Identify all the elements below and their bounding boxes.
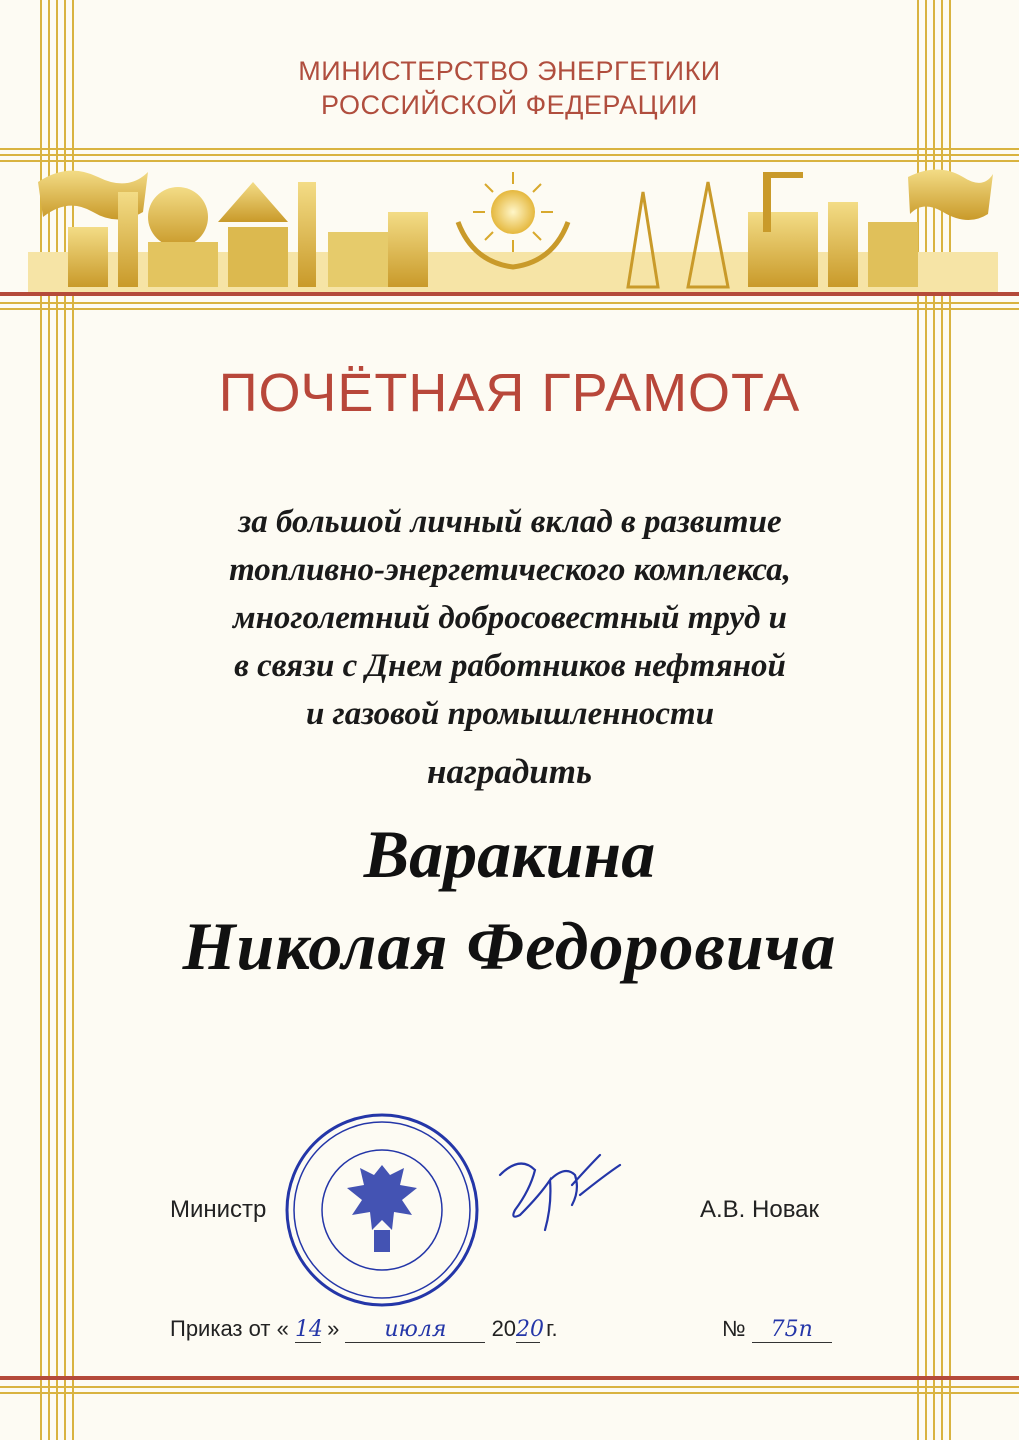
reason-line: в связи с Днем работников нефтяной	[234, 648, 786, 684]
order-quote-close: »	[327, 1316, 340, 1341]
recipient-surname: Варакина	[363, 816, 656, 892]
order-number-label: №	[722, 1316, 746, 1341]
certificate-title: ПОЧЁТНАЯ ГРАМОТА	[218, 363, 801, 423]
handwritten-signature	[480, 1135, 630, 1245]
official-seal-stamp	[282, 1110, 482, 1310]
order-day: 14	[294, 1317, 323, 1342]
ministry-name-line1: МИНИСТЕРСТВО ЭНЕРГЕТИКИ	[298, 56, 721, 86]
bottom-border-stripes	[0, 1376, 1019, 1402]
order-year-suffix: 20	[516, 1317, 545, 1342]
reason-line: за большой личный вклад в развитие	[238, 504, 782, 540]
industrial-banner-illustration	[28, 152, 998, 297]
reason-line: и газовой промышленности	[305, 696, 715, 732]
signatory-position: Министр	[170, 1196, 267, 1223]
banner-bottom-stripes	[0, 292, 1019, 318]
ministry-name-line2: РОССИЙСКОЙ ФЕДЕРАЦИИ	[321, 90, 698, 120]
award-verb: наградить	[427, 752, 592, 791]
award-reason	[120, 498, 900, 738]
order-number-block	[722, 1316, 832, 1343]
order-prefix: Приказ от «	[170, 1316, 289, 1341]
order-month: июля	[345, 1317, 485, 1343]
order-year-end: г.	[546, 1316, 558, 1341]
order-number: 75п	[752, 1317, 832, 1343]
recipient-given-names: Николая Федоровича	[182, 908, 837, 984]
signatory-name: А.В. Новак	[700, 1196, 820, 1223]
reason-line: топливно-энергетического комплекса,	[229, 552, 791, 588]
order-reference	[170, 1316, 558, 1343]
order-year-prefix: 20	[491, 1316, 517, 1341]
reason-line: многолетний добросовестный труд и	[233, 600, 787, 636]
